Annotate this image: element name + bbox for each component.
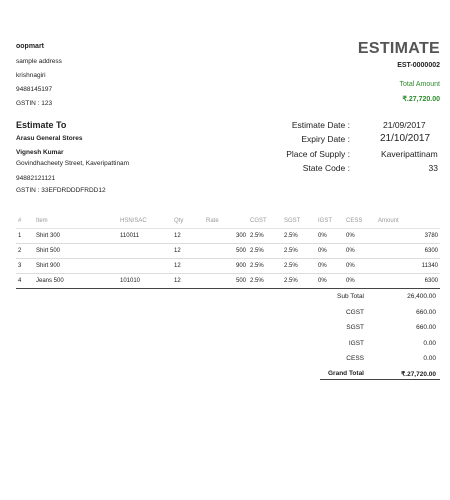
expiry-date-value: 21/10/2017 (380, 133, 431, 144)
cell-cess: 0% (344, 229, 376, 244)
cell-hsn: 101010 (118, 274, 172, 289)
cell-igst: 0% (316, 244, 344, 259)
place-of-supply-label: Place of Supply : (286, 149, 350, 159)
cell-item: Shirt 900 (34, 259, 118, 274)
seller-name: oopmart (16, 43, 44, 50)
cell-index: 1 (16, 229, 34, 244)
state-code-label: State Code : (302, 163, 350, 173)
cell-item: Jeans 500 (34, 274, 118, 289)
cell-cgst: 2.5% (248, 259, 282, 274)
state-code-value: 33 (428, 163, 438, 173)
col-cgst-header: CGST (248, 214, 282, 229)
document-number: EST-0000002 (397, 62, 440, 69)
cell-qty: 12 (172, 274, 204, 289)
cell-rate: 300 (204, 229, 248, 244)
cgst-label: CGST (345, 309, 364, 316)
col-qty-header: Qty (172, 214, 204, 229)
cell-qty: 12 (172, 229, 204, 244)
customer-contact: Vignesh Kumar (16, 149, 64, 156)
customer-street: Govindhacheety Street, Kaveripattinam (16, 160, 130, 167)
igst-label: IGST (348, 340, 364, 347)
igst-value: 0.00 (423, 340, 436, 347)
grand-total-label: Grand Total (328, 370, 364, 377)
cell-hsn: 110011 (118, 229, 172, 244)
table-row (16, 274, 440, 289)
estimate-to-heading: Estimate To (16, 120, 67, 130)
table-row (16, 259, 440, 274)
cell-igst: 0% (316, 229, 344, 244)
cell-amount: 6300 (376, 274, 440, 289)
cell-cess: 0% (344, 244, 376, 259)
cell-cgst: 2.5% (248, 244, 282, 259)
seller-city: krishnagiri (16, 72, 46, 79)
cell-hsn (118, 259, 172, 274)
place-of-supply-value: Kaveripattinam (381, 149, 438, 159)
cell-cgst: 2.5% (248, 229, 282, 244)
seller-address: sample address (16, 58, 62, 65)
col-index-header: # (16, 214, 34, 229)
document-title: ESTIMATE (357, 40, 440, 57)
cell-sgst: 2.5% (282, 259, 316, 274)
col-item-header: Item (34, 214, 118, 229)
table-row (16, 244, 440, 259)
cell-amount: 11340 (376, 259, 440, 274)
customer-company: Arasu General Stores (16, 135, 83, 142)
table-row (16, 229, 440, 244)
col-sgst-header: SGST (282, 214, 316, 229)
total-amount-value: ₹.27,720.00 (402, 96, 440, 103)
seller-phone: 9488145197 (16, 86, 53, 93)
estimate-date-value: 21/09/2017 (383, 120, 426, 130)
seller-gstin: GSTIN : 123 (16, 100, 53, 107)
cell-index: 2 (16, 244, 34, 259)
cell-cess: 0% (344, 274, 376, 289)
total-amount-label: Total Amount (399, 81, 440, 88)
sgst-label: SGST (346, 324, 364, 331)
customer-phone: 94882121121 (16, 175, 56, 182)
cell-index: 3 (16, 259, 34, 274)
cell-sgst: 2.5% (282, 244, 316, 259)
cess-label: CESS (346, 355, 364, 362)
cell-item: Shirt 300 (34, 229, 118, 244)
cell-qty: 12 (172, 259, 204, 274)
cell-index: 4 (16, 274, 34, 289)
col-igst-header: IGST (316, 214, 344, 229)
items-table (16, 214, 440, 289)
grand-total-underline (320, 379, 440, 380)
cell-qty: 12 (172, 244, 204, 259)
cell-amount: 3780 (376, 229, 440, 244)
cell-cgst: 2.5% (248, 274, 282, 289)
cell-sgst: 2.5% (282, 274, 316, 289)
subtotal-label: Sub Total (337, 293, 364, 300)
estimate-date-label: Estimate Date : (291, 120, 350, 130)
col-amount-header: Amount (376, 214, 440, 229)
customer-gstin: GSTIN : 33EFDRDDDFRDD12 (16, 187, 106, 194)
cess-value: 0.00 (423, 355, 436, 362)
grand-total-value: ₹.27,720.00 (401, 371, 436, 378)
col-rate-header: Rate (204, 214, 248, 229)
cell-cess: 0% (344, 259, 376, 274)
cell-rate: 500 (204, 244, 248, 259)
cell-igst: 0% (316, 274, 344, 289)
col-hsn-header: HSN/SAC (118, 214, 172, 229)
cell-rate: 500 (204, 274, 248, 289)
col-cess-header: CESS (344, 214, 376, 229)
cgst-value: 660.00 (416, 309, 436, 316)
cell-amount: 6300 (376, 244, 440, 259)
subtotal-value: 26,400.00 (407, 293, 436, 300)
cell-rate: 900 (204, 259, 248, 274)
cell-igst: 0% (316, 259, 344, 274)
cell-sgst: 2.5% (282, 229, 316, 244)
cell-item: Shirt 500 (34, 244, 118, 259)
expiry-date-label: Expiry Date : (301, 134, 350, 144)
cell-hsn (118, 244, 172, 259)
sgst-value: 660.00 (416, 324, 436, 331)
